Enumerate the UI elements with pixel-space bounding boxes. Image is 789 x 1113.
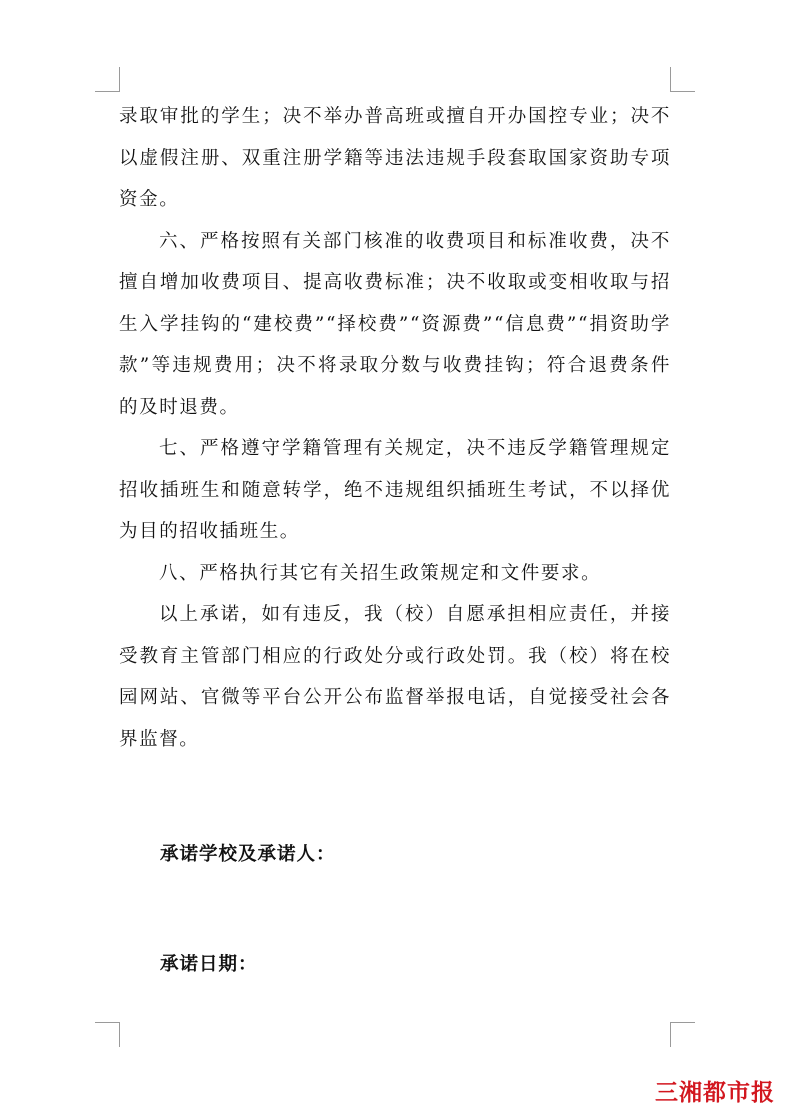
page-corner-mark-top-left — [95, 67, 120, 92]
paragraph-item-six: 六、严格按照有关部门核准的收费项目和标准收费，决不擅自增加收费项目、提高收费标准；决不收取或变相收取与招生入学挂钩的“建校费”“择校费”“资源费”“信息费”“捐资助学款”等违规费用；决不将录取分数与收费挂钩；符合退费条件的及时退费。 — [119, 230, 671, 418]
paragraph-commitment: 以上承诺，如有违反，我（校）自愿承担相应责任，并接受教育主管部门相应的行政处分或行政处罚。我（校）将在校园网站、官微等平台公开公布监督举报电话，自觉接受社会各界监督。 — [119, 604, 671, 750]
page-corner-mark-bottom-left — [95, 1022, 120, 1047]
paragraph-item-eight: 八、严格执行其它有关招生政策规定和文件要求。 — [159, 562, 602, 584]
page-corner-mark-top-right — [670, 67, 695, 92]
signer-label: 承诺学校及承诺人： — [160, 844, 336, 865]
page-corner-mark-bottom-right — [670, 1022, 695, 1047]
paragraph-continuation: 录取审批的学生；决不举办普高班或擅自开办国控专业；决不以虚假注册、双重注册学籍等违法违规手段套取国家资助专项资金。 — [119, 106, 671, 210]
date-label: 承诺日期： — [160, 954, 258, 975]
paragraph-item-seven: 七、严格遵守学籍管理有关规定，决不违反学籍管理规定招收插班生和随意转学，绝不违规组织插班生考试，不以择优为目的招收插班生。 — [119, 438, 671, 542]
newspaper-watermark-logo: 三湘都市报 — [651, 1079, 779, 1107]
document-body — [119, 96, 671, 760]
